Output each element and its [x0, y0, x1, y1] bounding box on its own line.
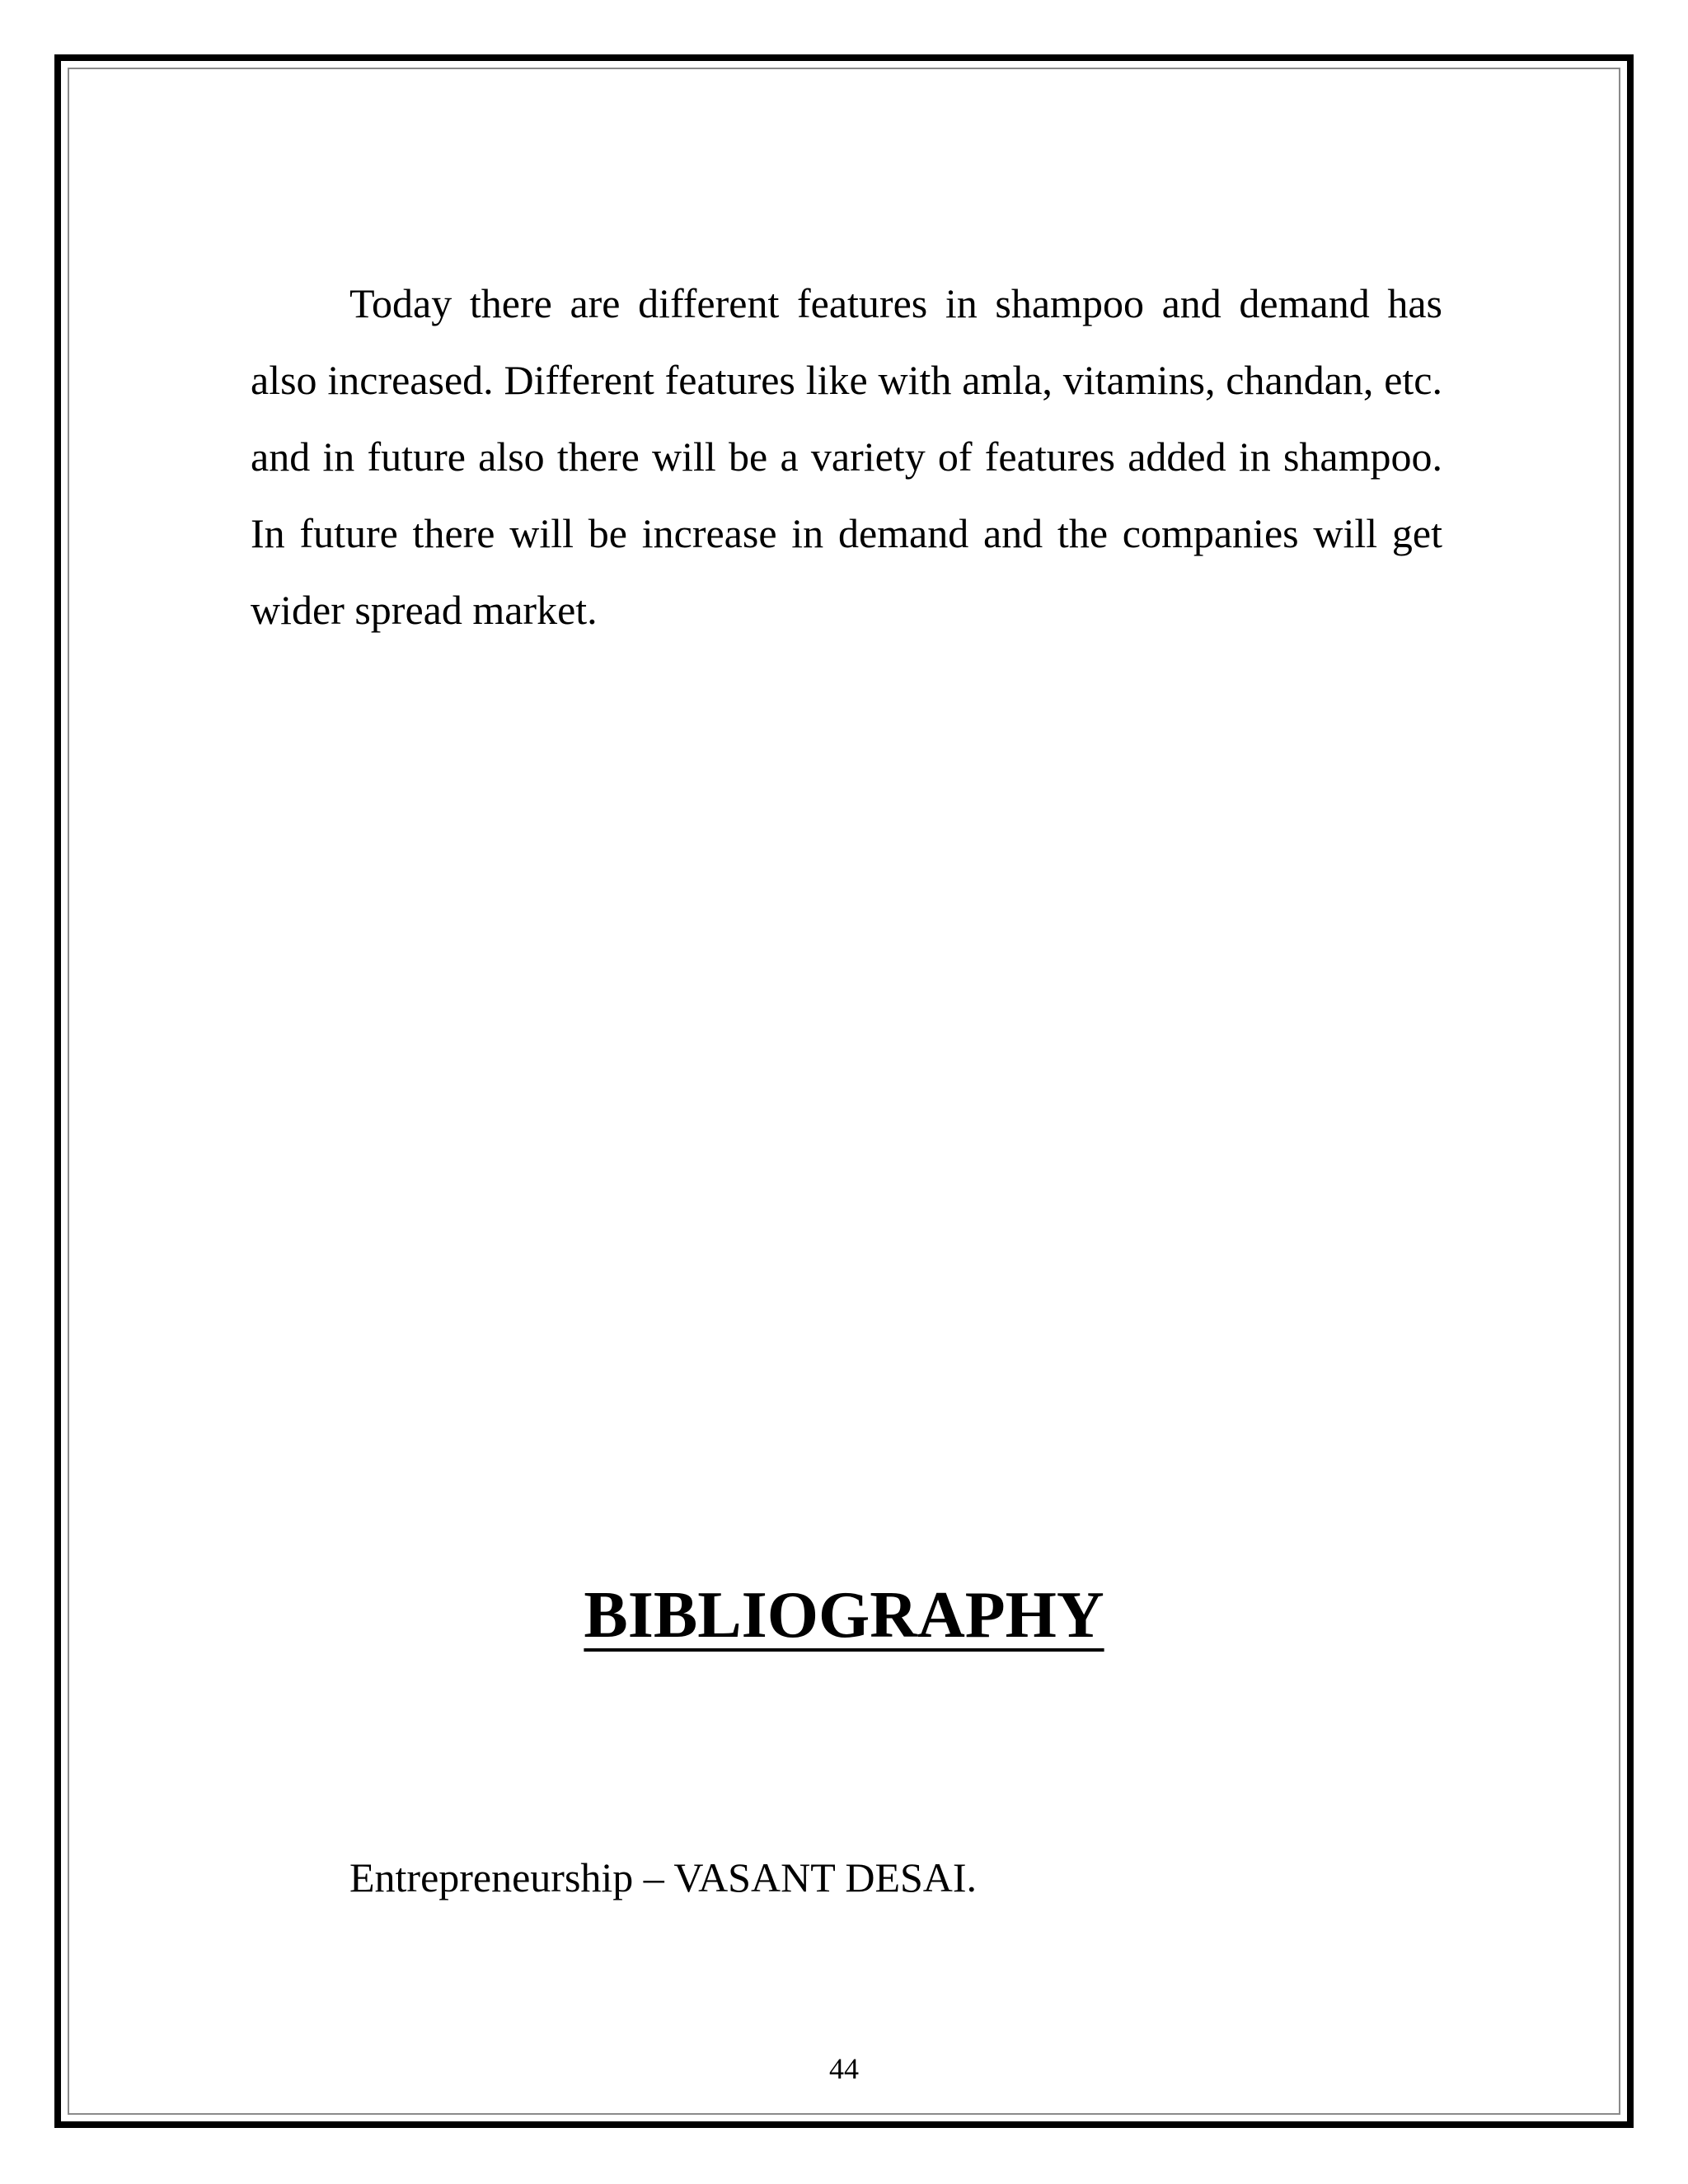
body-paragraph: Today there are different features in shampoo and demand has also increased. Different features like with amla, vitamins, chandan, etc. and in future also there will be a variety of features added in shampoo. In future there will be increase in demand and the companies will get wider spread market. — [251, 280, 1442, 633]
bibliography-heading — [0, 1566, 1688, 1665]
bibliography-entry: Entrepreneurship – VASANT DESAI. — [349, 1854, 978, 1900]
bibliography-heading-text: BIBLIOGRAPHY — [584, 1579, 1104, 1652]
page-number: 44 — [829, 2052, 859, 2085]
